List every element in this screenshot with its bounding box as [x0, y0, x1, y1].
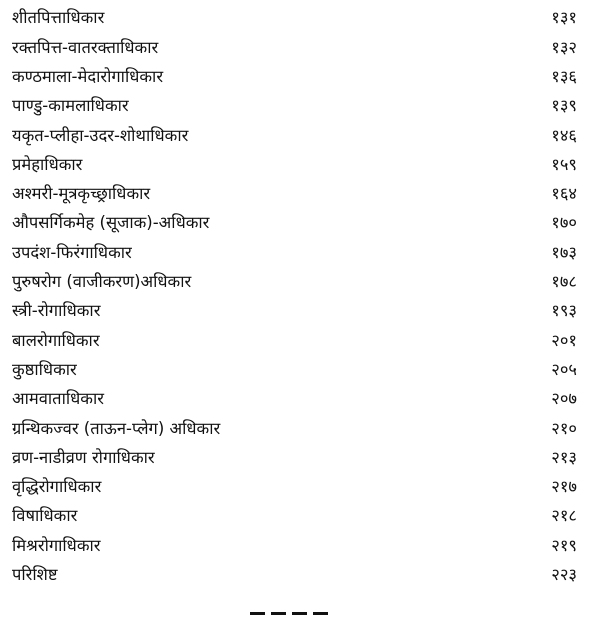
toc-entry	[12, 33, 577, 62]
toc-entry	[12, 473, 577, 502]
toc-entry-title: विषाधिकार	[12, 506, 78, 526]
toc-entry-page: १५९	[551, 154, 577, 174]
toc-entry	[12, 4, 577, 33]
toc-entry-page: १७०	[551, 213, 577, 233]
toc-entry	[12, 238, 577, 267]
toc-entry-page: १४६	[551, 125, 577, 145]
toc-entry-page: १३९	[551, 96, 577, 116]
toc-entry-title: शीतपित्ताधिकार	[12, 8, 105, 28]
toc-entry	[12, 180, 577, 209]
rule-dash	[271, 612, 286, 615]
toc-entry-page: १७८	[551, 272, 577, 292]
table-of-contents	[12, 4, 577, 590]
toc-entry-page: २१९	[551, 535, 577, 555]
toc-entry-title: पाण्डु-कामलाधिकार	[12, 96, 129, 116]
rule-dash	[313, 612, 328, 615]
toc-entry-page: २१०	[551, 418, 577, 438]
toc-entry	[12, 356, 577, 385]
toc-entry-title: परिशिष्ट	[12, 565, 58, 585]
toc-entry	[12, 414, 577, 443]
toc-entry-title: औपसर्गिकमेह (सूजाक)-अधिकार	[12, 213, 210, 233]
toc-entry-title: आमवाताधिकार	[12, 389, 104, 409]
toc-entry-title: मिश्ररोगाधिकार	[12, 535, 101, 555]
toc-entry-page: २१८	[551, 506, 577, 526]
toc-entry-title: प्रमेहाधिकार	[12, 154, 83, 174]
toc-entry-title: अश्मरी-मूत्रकृच्छ्राधिकार	[12, 184, 151, 204]
toc-entry-page: १६४	[551, 184, 577, 204]
toc-entry-page: १९३	[551, 301, 577, 321]
toc-entry-title: व्रण-नाडीव्रण रोगाधिकार	[12, 447, 155, 467]
toc-entry	[12, 531, 577, 560]
toc-entry-page: २१३	[551, 447, 577, 467]
toc-entry-page: २०१	[551, 330, 577, 350]
toc-entry-title: उपदंश-फिरंगाधिकार	[12, 242, 132, 262]
toc-entry-title: वृद्धिरोगाधिकार	[12, 477, 102, 497]
toc-entry-title: पुरुषरोग (वाजीकरण)अधिकार	[12, 272, 192, 292]
toc-entry	[12, 443, 577, 472]
rule-dash	[250, 612, 265, 615]
end-of-section-rule	[250, 612, 330, 621]
toc-entry	[12, 209, 577, 238]
toc-entry-title: कुष्ठाधिकार	[12, 359, 77, 379]
toc-entry-page: १३१	[551, 8, 577, 28]
toc-entry	[12, 121, 577, 150]
toc-entry	[12, 326, 577, 355]
toc-entry	[12, 63, 577, 92]
toc-entry	[12, 385, 577, 414]
toc-entry-title: बालरोगाधिकार	[12, 330, 100, 350]
toc-entry-page: २०५	[551, 359, 577, 379]
toc-entry	[12, 150, 577, 179]
toc-entry-title: यकृत-प्लीहा-उदर-शोथाधिकार	[12, 125, 189, 145]
toc-entry	[12, 268, 577, 297]
toc-entry	[12, 297, 577, 326]
rule-dash	[292, 612, 307, 615]
toc-entry-page: १७३	[551, 242, 577, 262]
toc-entry-page: २१७	[551, 477, 577, 497]
toc-entry-title: रक्तपित्त-वातरक्ताधिकार	[12, 37, 159, 57]
toc-entry	[12, 502, 577, 531]
toc-entry-title: स्त्री-रोगाधिकार	[12, 301, 101, 321]
toc-entry-page: १३६	[551, 66, 577, 86]
toc-entry-title: कण्ठमाला-मेदारोगाधिकार	[12, 66, 164, 86]
toc-entry-page: २२३	[551, 565, 577, 585]
toc-entry-title: ग्रन्थिकज्वर (ताऊन-प्लेग) अधिकार	[12, 418, 221, 438]
toc-entry	[12, 92, 577, 121]
toc-entry-page: २०७	[551, 389, 577, 409]
toc-entry-page: १३२	[551, 37, 577, 57]
toc-entry	[12, 561, 577, 590]
